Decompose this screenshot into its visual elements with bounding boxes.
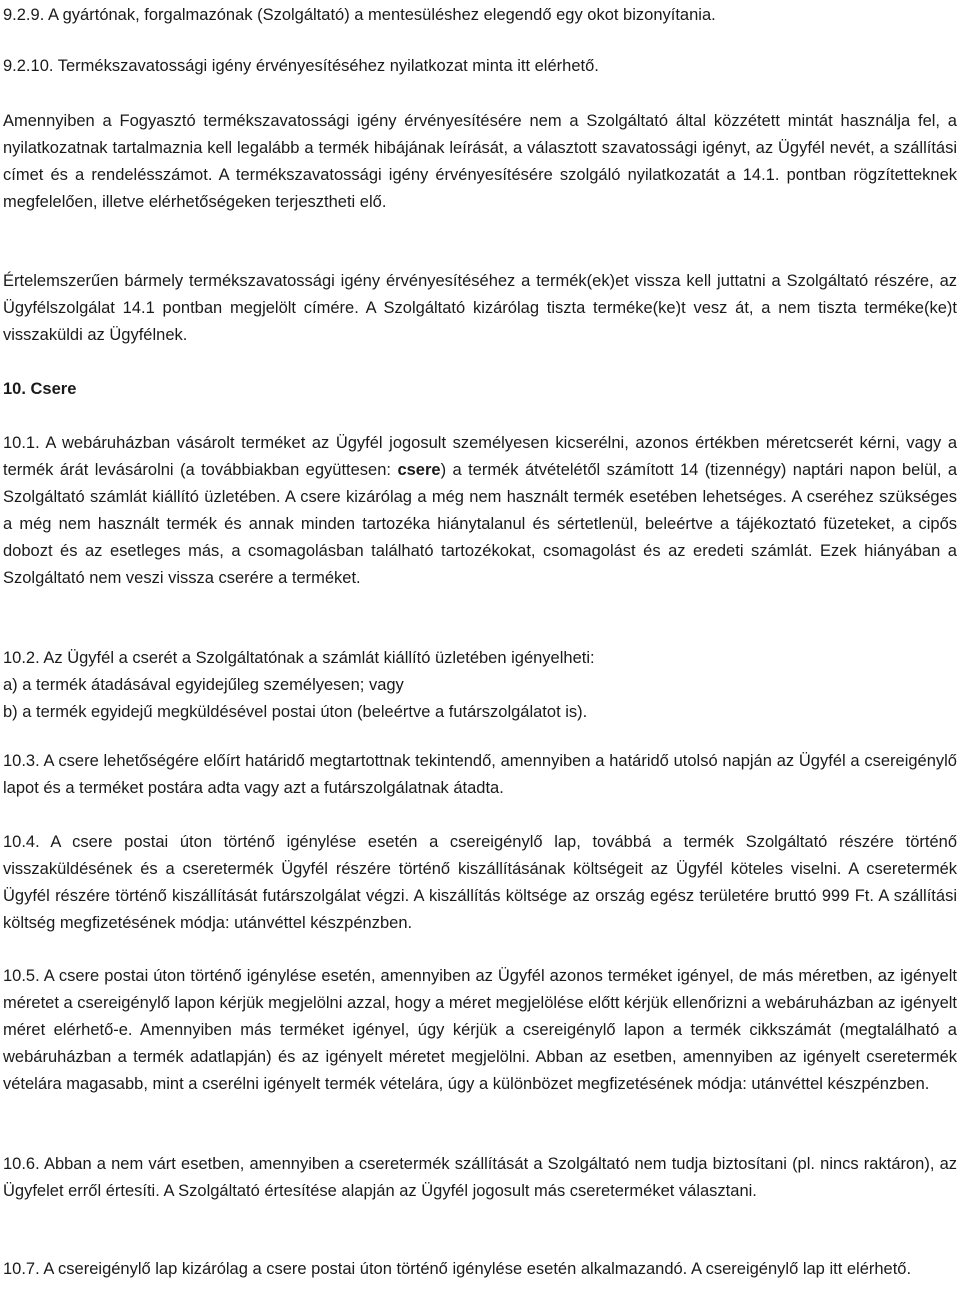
paragraph-10-4: 10.4. A csere postai úton történő igénylése esetén a csereigénylő lap, továbbá a termék Szolgáltató részére történő visszaküldésének és a cseretermék Ügyfél részére történő kiszállításának költségeit az Ügyfél köteles viselni. A cseretermék Ügyfél részére történő kiszállítását futárszolgálat végzi. A kiszállítás költsége az ország egész területére bruttó 999 Ft. A szállítási költség megfizetésének módja: utánvéttel készpénzben. xyxy=(3,833,957,932)
paragraph-10-5: 10.5. A csere postai úton történő igénylése esetén, amennyiben az Ügyfél azonos terméket igényel, de más méretben, az igényelt méretet a csereigénylő lapon kérjük megjelölni azzal, hogy a méret megjelölése előtt kérjük ellenőrizni a webáruházban az igényelt méret elérhető-e. Amennyiben más terméket igényel, úgy kérjük a csereigénylő lapon a termék cikkszámát (megtalálható a webáruházban a termék adatlapján) és az igényelt méretet megjelölni. Abban az esetben, amennyiben az igényelt cseretermék vételára magasabb, mint a cserélni igényelt termék vételára, úgy a különbözet megfizetésének módja: utánvéttel készpénzben. xyxy=(3,967,957,1093)
paragraph-9-2-9: 9.2.9. A gyártónak, forgalmazónak (Szolgáltató) a mentesüléshez elegendő egy okot bizonyítania. xyxy=(3,6,716,24)
heading-10-csere: 10. Csere xyxy=(3,380,77,398)
paragraph-10-7: 10.7. A csereigénylő lap kizárólag a csere postai úton történő igénylése esetén alkalmazandó. A csereigénylő lap itt elérhető. xyxy=(3,1260,912,1278)
paragraph-10-2: 10.2. Az Ügyfél a cserét a Szolgáltatónak a számlát kiállító üzletében igényelheti: xyxy=(3,649,595,667)
section-10-4 xyxy=(3,829,957,937)
paragraph-10-3: 10.3. A csere lehetőségére előírt határidő megtartottnak tekintendő, amennyiben a határidő utolsó napján az Ügyfél a csereigénylő lapot és a terméket postára adta vagy azt a futárszolgálatnak átadta. xyxy=(3,752,957,797)
paragraph-10-2-b: b) a termék egyidejű megküldésével postai úton (beleértve a futárszolgálatot is). xyxy=(3,703,588,721)
paragraph-10-1-start: 10.1. A webáruházban vásárolt terméket az Ügyfél jogosult személyesen kicserélni, azonos értékben méretcserét kérni, vagy a termék árát levásárolni (a továbbiakban együttesen: xyxy=(3,434,957,479)
section-10-5 xyxy=(3,963,957,1098)
paragraph-10-2-a: a) a termék átadásával egyidejűleg személyesen; vagy xyxy=(3,676,404,694)
paragraph-10-1 xyxy=(3,430,957,592)
section-9-2-10 xyxy=(3,53,957,80)
paragraph-ertelemszeruen: Értelemszerűen bármely termékszavatossági igény érvényesítéséhez a termék(ek)et vissza kell juttatni a Szolgáltató részére, az Ügyfélszolgálat 14.1 pontban megjelölt címére. A Szolgáltató kizárólag tiszta terméke(ke)t vesz át, a nem tiszta terméke(ke)t visszaküldi az Ügyfélnek. xyxy=(3,272,957,344)
paragraph-10-1-bold-term: csere xyxy=(397,461,441,479)
paragraph-10-1-rest: ) a termék átvételétől számított 14 (tizennégy) naptári napon belül, a Szolgáltató számlát kiállító üzletében. A csere kizárólag a még nem használt termék esetében lehetséges. A cseréhez szükséges a még nem használt termék és annak minden tartozéka hiánytalanul és sértetlenül, beleértve a tájékoztató füzeteket, a cipős dobozt és az esetleges más, a csomagolásban található tartozékokat, csomagolást és az eredeti számlát. Ezek hiányában a Szolgáltató nem veszi vissza cserére a terméket. xyxy=(3,461,957,587)
section-10-6 xyxy=(3,1151,957,1205)
section-10-3 xyxy=(3,748,957,802)
section-ertelemszeruen xyxy=(3,268,957,349)
section-fogyaszto xyxy=(3,108,957,216)
paragraph-fogyaszto: Amennyiben a Fogyasztó termékszavatossági igény érvényesítésére nem a Szolgáltató által közzétett mintát használja fel, a nyilatkozatnak tartalmaznia kell legalább a termék hibájának leírását, a választott szavatossági igényt, az Ügyfél nevét, a szállítási címet és a rendelésszámot. A termékszavatossági igény érvényesítésére szolgáló nyilatkozatát a 14.1. pontban rögzítetteknek megfelelően, illetve elérhetőségeken terjesztheti elő. xyxy=(3,112,957,211)
paragraph-10-6: 10.6. Abban a nem várt esetben, amennyiben a cseretermék szállítását a Szolgáltató nem tudja biztosítani (pl. nincs raktáron), az Ügyfelet erről értesíti. A Szolgáltató értesítése alapján az Ügyfél jogosult más csereterméket választani. xyxy=(3,1155,957,1200)
paragraph-9-2-10: 9.2.10. Termékszavatossági igény érvényesítéséhez nyilatkozat minta itt elérhető. xyxy=(3,57,599,75)
section-10-heading xyxy=(3,376,957,403)
section-10-1 xyxy=(3,430,957,592)
section-9-2-9 xyxy=(3,2,957,29)
section-10-2 xyxy=(3,645,957,726)
section-10-7 xyxy=(3,1256,957,1283)
